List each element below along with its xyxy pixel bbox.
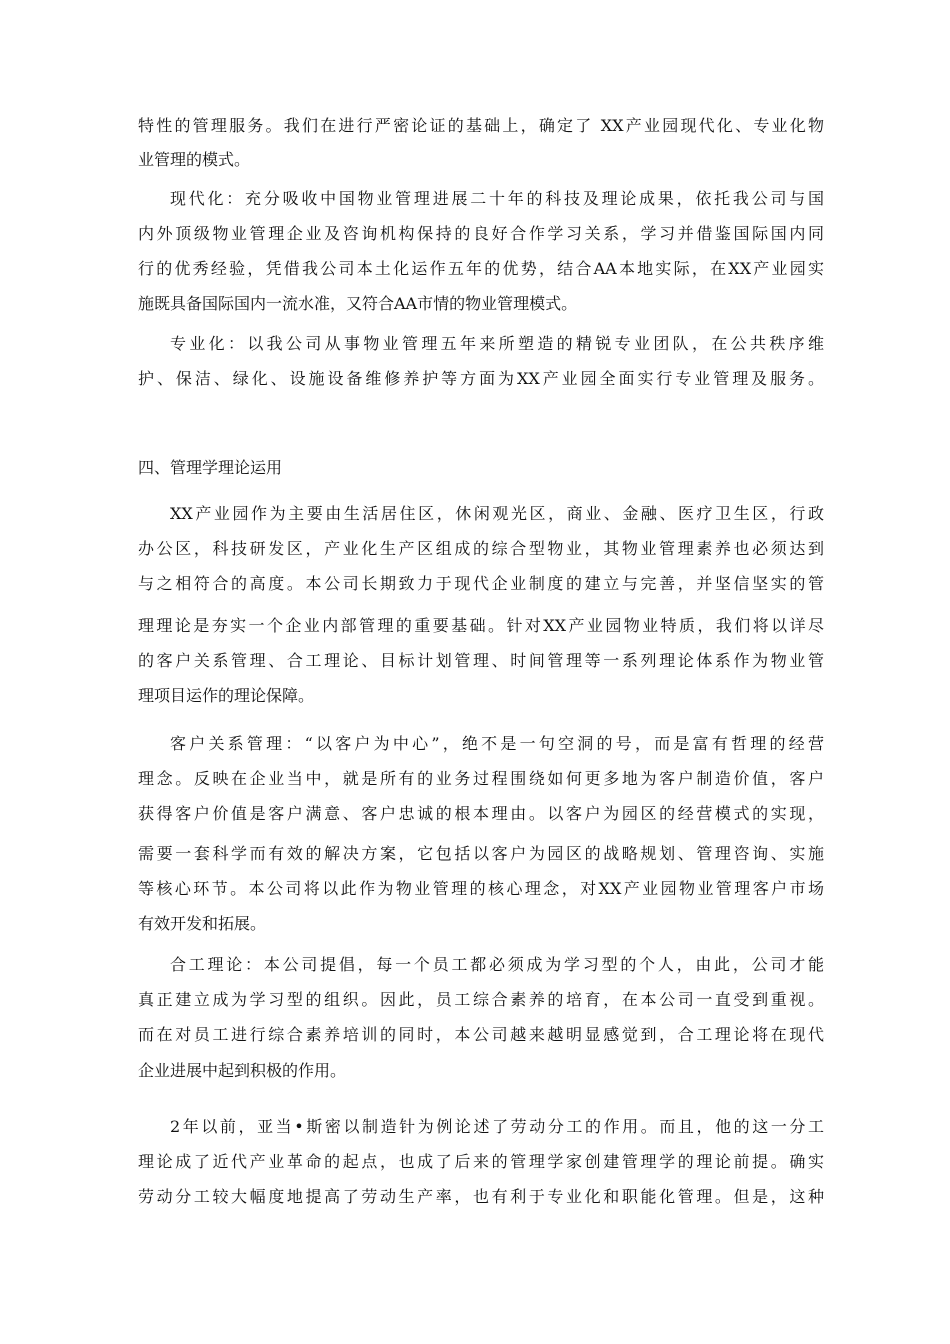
paragraph-line: 客户关系管理：“以客户为中心”，绝不是一句空洞的号，而是富有哲理的经营: [170, 734, 824, 753]
paragraph-line: 2年以前，亚当•斯密以制造针为例论述了劳动分工的作用。而且，他的这一分工: [170, 1117, 824, 1136]
paragraph-line: 需要一套科学而有效的解决方案，它包括以客户为园区的战略规划、管理咨询、实施: [138, 844, 824, 863]
paragraph-line: 真正建立成为学习型的组织。因此，员工综合素养的培育，在本公司一直受到重视。: [138, 990, 824, 1009]
paragraph-line: 合工理论：本公司提倡，每一个员工都必须成为学习型的个人，由此，公司才能: [170, 955, 824, 974]
paragraph-line: 有效开发和拓展。: [138, 914, 267, 933]
paragraph-line: 专业化：以我公司从事物业管理五年来所塑造的精锐专业团队，在公共秩序维: [170, 334, 824, 353]
paragraph-line: 而在对员工进行综合素养培训的同时，本公司越来越明显感觉到，合工理论将在现代: [138, 1025, 824, 1044]
paragraph-line: XX产业园作为主要由生活居住区，休闲观光区，商业、金融、医疗卫生区，行政: [170, 504, 824, 523]
paragraph-line: 理念。反映在企业当中，就是所有的业务过程围绕如何更多地为客户制造价值，客户: [138, 769, 824, 788]
paragraph-line: 现代化：充分吸收中国物业管理进展二十年的科技及理论成果，依托我公司与国: [170, 189, 824, 208]
paragraph-line: 的客户关系管理、合工理论、目标计划管理、时间管理等一系列理论体系作为物业管: [138, 651, 824, 670]
paragraph-line: 与之相符合的高度。本公司长期致力于现代企业制度的建立与完善，并坚信坚实的管: [138, 574, 824, 593]
paragraph-line: 行的优秀经验，凭借我公司本土化运作五年的优势，结合AA本地实际，在XX产业园实: [138, 259, 824, 278]
paragraph-line: 理项目运作的理论保障。: [138, 686, 315, 705]
paragraph-line: 办公区，科技研发区，产业化生产区组成的综合型物业，其物业管理素养也必须达到: [138, 539, 824, 558]
paragraph-line: 理理论是夯实一个企业内部管理的重要基础。针对XX产业园物业特质，我们将以详尽: [138, 616, 824, 635]
paragraph-line: 施既具备国际国内一流水准，又符合AA市情的物业管理模式。: [138, 294, 578, 313]
paragraph-line: 内外顶级物业管理企业及咨询机构保持的良好合作学习关系，学习并借鉴国际国内同: [138, 224, 824, 243]
section-heading: 四、管理学理论运用: [138, 458, 283, 477]
paragraph-line: 企业进展中起到积极的作用。: [138, 1061, 347, 1080]
paragraph-line: 等核心环节。本公司将以此作为物业管理的核心理念，对XX产业园物业管理客户市场: [138, 879, 824, 898]
paragraph-line: 特性的管理服务。我们在进行严密论证的基础上，确定了 XX产业园现代化、专业化物: [138, 116, 824, 135]
paragraph-line: 护、保洁、绿化、设施设备维修养护等方面为XX产业园全面实行专业管理及服务。: [138, 369, 824, 388]
paragraph-line: 业管理的模式。: [138, 150, 251, 169]
paragraph-line: 理论成了近代产业革命的起点，也成了后来的管理学家创建管理学的理论前提。确实: [138, 1152, 824, 1171]
paragraph-line: 获得客户价值是客户满意、客户忠诚的根本理由。以客户为园区的经营模式的实现，: [138, 804, 824, 823]
paragraph-line: 劳动分工较大幅度地提高了劳动生产率，也有利于专业化和职能化管理。但是，这种: [138, 1187, 824, 1206]
